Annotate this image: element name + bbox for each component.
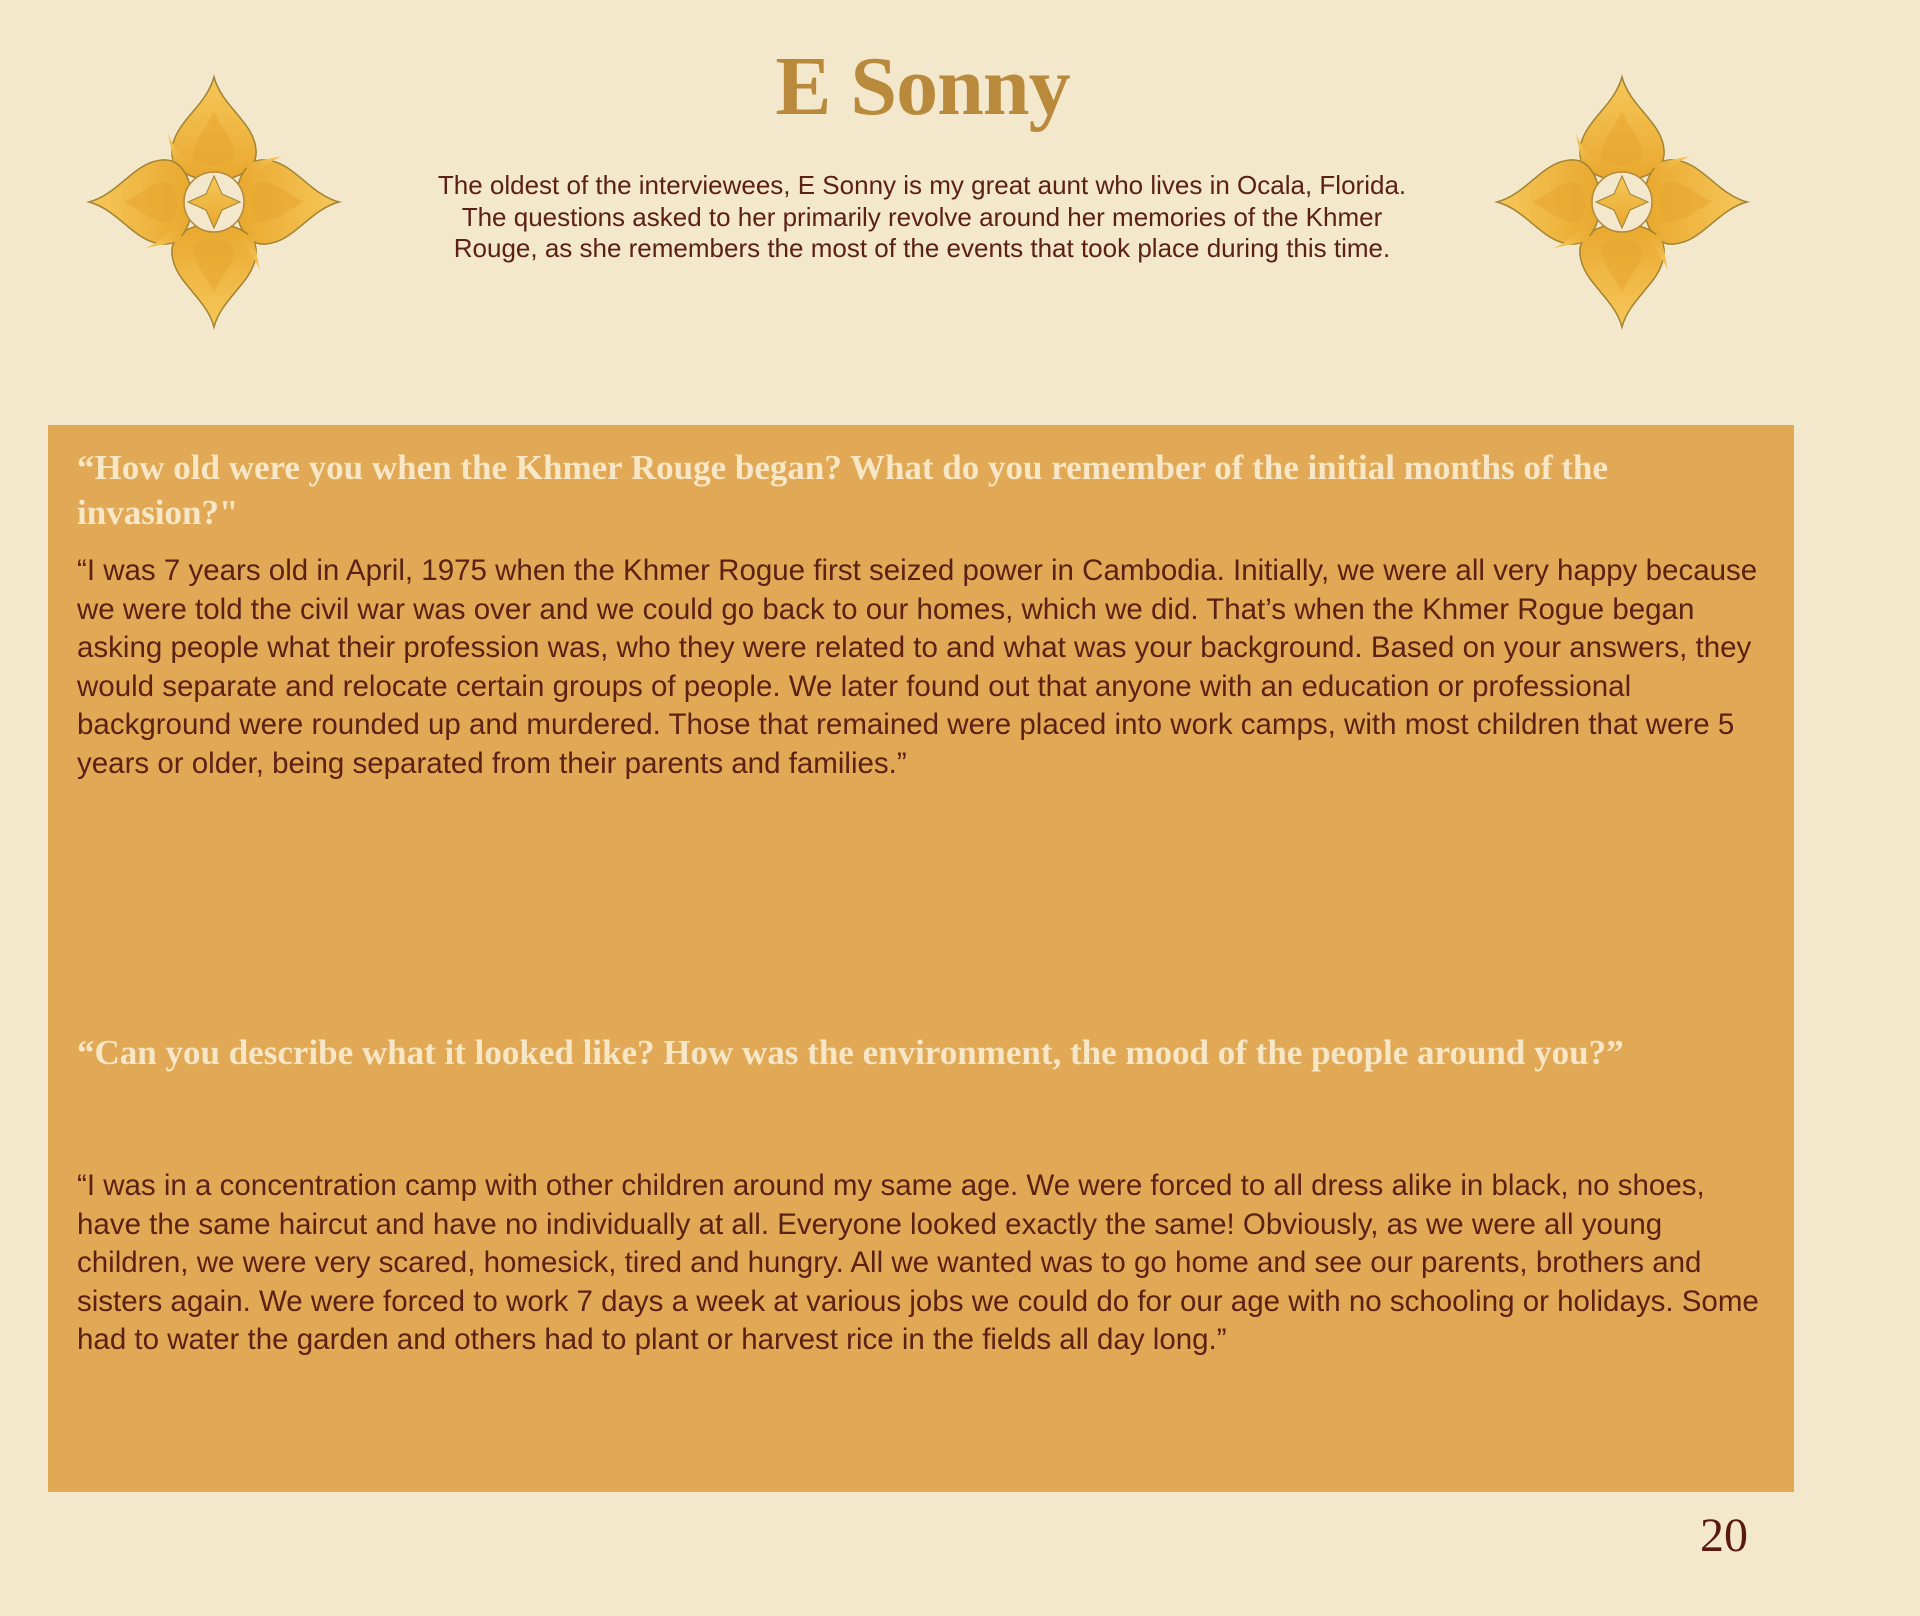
page-title: E Sonny <box>775 40 1070 133</box>
answer-2: “I was in a concentration camp with other children around my same age. We were forced to all dress alike in black, no shoes, have the same haircut and have no individually at all. Everyone looked exactly the same! Obviously, as we were all young children, we were very scared, homesick, tired and hungry. All we wanted was to go home and see our parents, brothers and sisters again. We were forced to work 7 days a week at various jobs we could do for our age with no schooling or holidays. Some had to water the garden and others had to plant or harvest rice in the fields all day long.” <box>77 1169 1759 1357</box>
question-2: “Can you describe what it looked like? How was the environment, the mood of the people around you?” <box>77 1033 1624 1072</box>
page-number: 20 <box>1700 1509 1748 1562</box>
interview-panel <box>48 425 1794 1492</box>
answer-1: “I was 7 years old in April, 1975 when the Khmer Rogue first seized power in Cambodia. Initially, we were all very happy because we were told the civil war was over and we could go back to our homes, which we did. That’s when the Khmer Rogue began asking people what their profession was, who they were related to and what was your background. Based on your answers, they would separate and relocate certain groups of people. We later found out that anyone with an education or professional background were rounded up and murdered. Those that remained were placed into work camps, with most children that were 5 years or older, being separated from their parents and families.” <box>77 554 1758 780</box>
question-1: “How old were you when the Khmer Rouge began? What do you remember of the initial months of the invasion?" <box>77 448 1608 532</box>
intro-paragraph: The oldest of the interviewees, E Sonny is my great aunt who lives in Ocala, Florida. The questions asked to her primarily revolve around her memories of the Khmer Rouge, as she remembers the most of the events that took place during this time. <box>437 170 1407 263</box>
